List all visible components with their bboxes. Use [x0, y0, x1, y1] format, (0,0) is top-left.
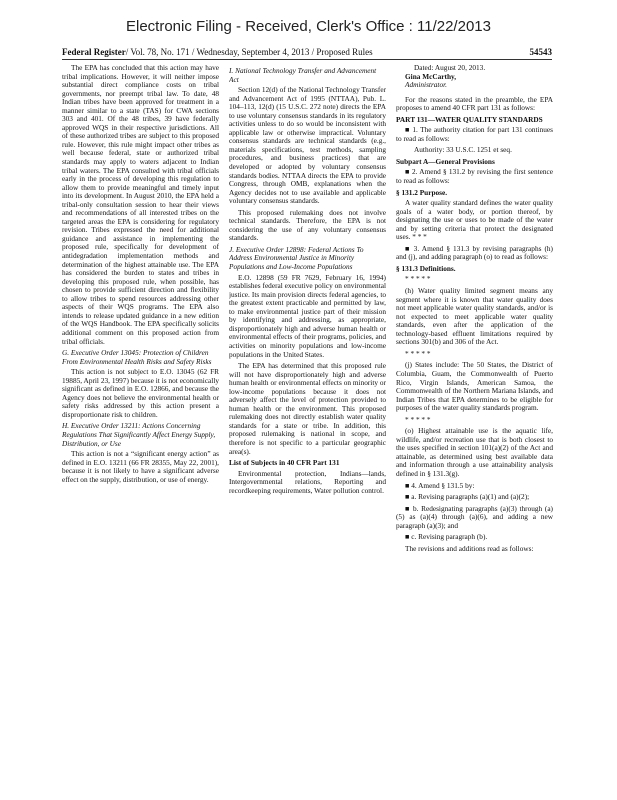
signer-role — [396, 81, 553, 90]
nttaa-paragraph: Section 12(d) of the National Technology Transfer and Advancement Act of 1995 (NTTAA), Pub. L. 104–113, 12(d) (15 U.S.C. 272 note) directs the EPA to use voluntary consensus standards in its regulatory activities unless to do so would be inconsistent with applicable law or otherwise impractical. Voluntary consensus standards are technical standards (e.g., materials specifications, test methods, sampling procedures, and business practices) that are developed or adopted by voluntary consensus standards bodies. NTTAA directs the EPA to provide Congress, through OMB, explanations when the Agency decides not to use available and applicable voluntary consensus standards. — [229, 85, 386, 206]
page-header — [62, 47, 552, 60]
page-number: 54543 — [529, 47, 552, 57]
eo13211-paragraph: This action is not a “significant energy action” as defined in E.O. 13211 (66 FR 28355, May 22, 2001), because it is not likely to have a significant adverse effect on the supply, distribution, or use of energy. — [62, 449, 219, 484]
authority-citation: Authority: 33 U.S.C. 1251 et seq. — [414, 145, 512, 155]
tribal-paragraph: The EPA has concluded that this action may have tribal implications. However, it will neither impose substantial direct compliance costs on tribal governments, nor preempt tribal law. To date, 48 Indian tribes have been approved for treatment in a manner similar to a state (TAS) for CWA sections 303 and 401. Of the 48 tribes, 39 have federally approved WQS in their respective jurisdictions. All of these authorized tribes are subject to this proposed rule. However, this rule might impact other tribes as well because federal, state or authorized tribal standards may apply to waters adjacent to Indian tribal waters. The EPA consulted with tribal officials early in the process of developing this regulation to allow them to provide meaningful and timely input into its development. In August 2010, the EPA held a tribal-only consultation session to hear their views and recommendations of all interested tribes on the targeted areas the EPA is considering for regulatory revision. Tribes expressed the need for additional guidance and assistance in implementing the proposed rule, specifically for development of antidegradation implementation methods and determination of the highest attainable use. The EPA has considered the burden to states and tribes in developing this proposed rule, when possible, has chosen to provide sufficient direction and flexibility to allow tribes to spend resources addressing other aspects of their WQS programs. The EPA also intends to release updated guidance in a new edition of the WQS Handbook. The EPA specifically solicits additional comment on this proposed action from tribal officials. — [62, 64, 219, 346]
header-title — [62, 47, 373, 57]
column-2 — [229, 64, 386, 794]
nttaa-heading: I. National Technology Transfer and Advancement Act — [229, 66, 377, 84]
definition-o: (o) Highest attainable use is the aquatic life, wildlife, and/or recreation use that is both closest to the uses specified in section 101(a)(2) of the Act and attainable, as determined using best available data and information through a use attainability analysis defined in § 131.3(g). — [396, 426, 553, 478]
part-131-heading: PART 131—WATER QUALITY STANDARDS — [396, 114, 543, 124]
section-131-3-heading: § 131.3 Definitions. — [396, 263, 456, 273]
definition-h: (h) Water quality limited segment means any segment where it is known that water quality does not meet applicable water quality standards, and/or is not expected to meet applicable water quality standards, even after the application of the technology-based effluent limitations required by sections 301(b) and 306 of the Act. — [396, 286, 553, 347]
column-3 — [396, 64, 553, 794]
list-of-subjects-heading: List of Subjects in 40 CFR Part 131 — [229, 458, 340, 468]
filing-stamp: Electronic Filing - Received, Clerk's Office : 11/22/2013 — [126, 18, 491, 35]
section-131-2-heading: § 131.2 Purpose. — [396, 187, 448, 197]
instruction-4a: ■ a. Revising paragraphs (a)(1) and (a)(2); — [405, 492, 530, 502]
signer-role-text: Administrator. — [405, 80, 447, 90]
instruction-4: ■ 4. Amend § 131.5 by: — [405, 480, 475, 490]
technical-standards-paragraph: This proposed rulemaking does not involve technical standards. Therefore, the EPA is not considering the use of any voluntary consensus standards. — [229, 207, 386, 243]
instruction-3: ■ 3. Amend § 131.3 by revising paragraphs (h) and (j), and adding paragraph (o) to read as follows: — [396, 243, 553, 262]
dated-line: Dated: August 20, 2013. — [414, 64, 486, 72]
header-details: / Vol. 78, No. 171 / Wednesday, September 4, 2013 / Proposed Rules — [125, 47, 373, 57]
eo13211-heading: H. Executive Order 13211: Actions Concerning Regulations That Significantly Affect Energy Supply, Distribution, or Use — [62, 421, 216, 448]
signer-name-text: Gina McCarthy, — [405, 71, 457, 81]
eo13045-heading: G. Executive Order 13045: Protection of Children From Environmental Health Risks and Safety Risks — [62, 348, 212, 366]
eo13045-paragraph: This action is not subject to E.O. 13045 (62 FR 19885, April 23, 1997) because it is not economically significant as defined in E.O. 12866, and because the Agency does not believe the environmental health or safety risks addressed by this action present a disproportionate risk to children. — [62, 367, 219, 419]
instruction-2: ■ 2. Amend § 131.2 by revising the first sentence to read as follows: — [396, 167, 553, 186]
instruction-4b: ■ b. Redesignating paragraphs (a)(3) through (a)(5) as (a)(4) through (a)(6), and adding a new paragraph (a)(3); and — [396, 503, 553, 530]
instruction-1: ■ 1. The authority citation for part 131 continues to read as follows: — [396, 125, 553, 143]
column-1 — [62, 64, 219, 794]
omission-stars-2: * * * * * — [405, 348, 431, 358]
revisions-intro: The revisions and additions read as follows: — [405, 543, 534, 553]
definition-j: (j) States include: The 50 States, the District of Columbia, Guam, the Commonwealth of Puerto Rico, Virgin Islands, American Samoa, the Commonwealth of the Northern Mariana Islands, and Indian Tribes that EPA determines to be eligible for purposes of the water quality standards program. — [396, 360, 553, 413]
purpose-paragraph: A water quality standard defines the water quality goals of a water body, or portion thereof, by designating the use or uses to be made of the water and by setting criteria that protect the designated uses. * * * — [396, 198, 553, 242]
eo12898-paragraph: E.O. 12898 (59 FR 7629, February 16, 1994) establishes federal executive policy on environmental justice. Its main provision directs federal agencies, to the greatest extent practicable and permitted by law, to make environmental justice part of their mission by identifying and addressing, as appropriate, disproportionately high and adverse human health or environmental effects of their programs, policies, and activities on minority populations and low-income populations in the United States. — [229, 272, 386, 359]
subjects-paragraph: Environmental protection, Indians—lands, Intergovernmental relations, Reporting and recordkeeping requirements, Water pollution control. — [229, 468, 386, 495]
omission-stars-1: * * * * * — [405, 274, 431, 284]
eo12898-heading: J. Executive Order 12898: Federal Actions To Address Environmental Justice in Minority Populations and Low-Income Populations — [229, 244, 364, 272]
subpart-a-heading: Subpart A—General Provisions — [396, 156, 495, 166]
instruction-4c: ■ c. Revising paragraph (b). — [405, 532, 488, 542]
omission-stars-3: * * * * * — [405, 414, 431, 424]
three-column-body — [62, 64, 554, 794]
amendment-intro: For the reasons stated in the preamble, the EPA proposes to amend 40 CFR part 131 as follows: — [396, 94, 553, 113]
journal-name: Federal Register — [62, 47, 126, 57]
ej-determination-paragraph: The EPA has determined that this proposed rule will not have disproportionately high and adverse human health or environmental effects on minority or low-income populations because it does not adversely affect the level of protection provided to human health or the environment. This proposed rulemaking does not directly establish water quality standards for a state or tribe. In addition, this proposed rulemaking is national in scope, and therefore is not specific to a particular geographic area(s). — [229, 361, 386, 456]
